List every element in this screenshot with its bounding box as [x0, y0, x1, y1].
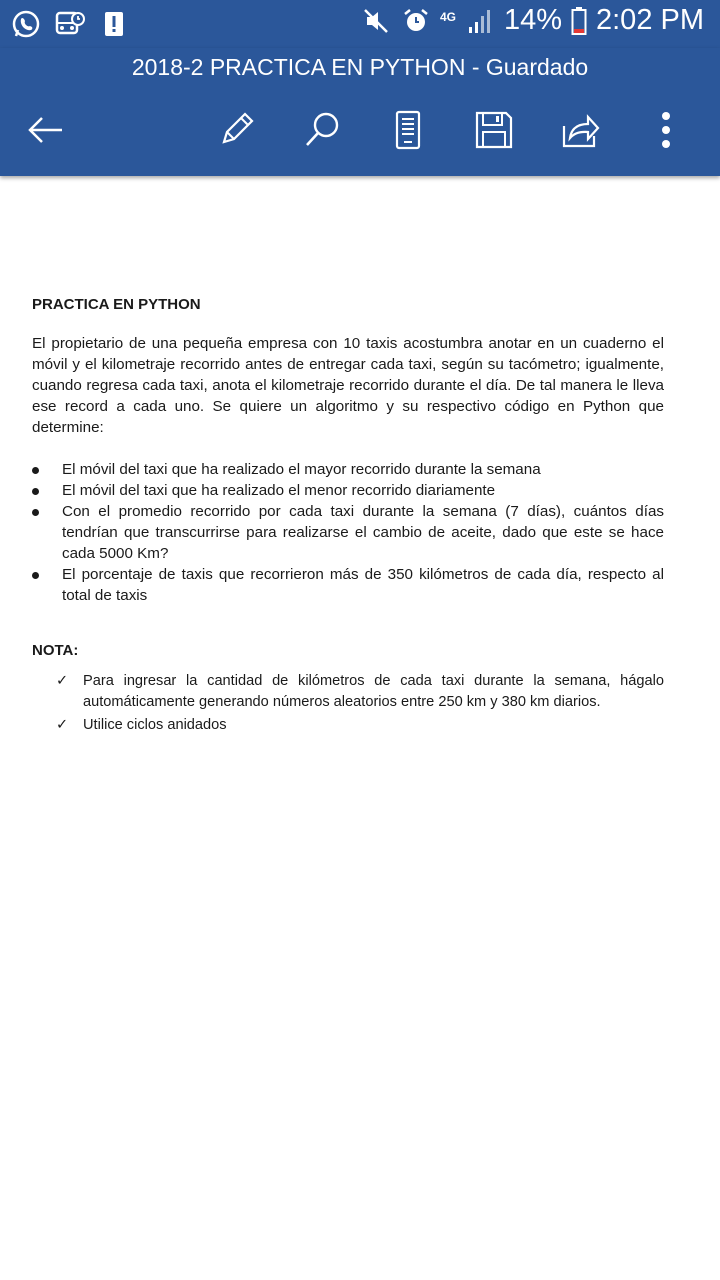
bullet-icon — [32, 488, 39, 495]
checkmark-icon: ✓ — [56, 717, 69, 733]
list-item: ✓ Utilice ciclos anidados — [32, 715, 664, 736]
clock: 2:02 PM — [596, 4, 704, 36]
document-title: 2018-2 PRACTICA EN PYTHON - Guardado — [131, 54, 589, 80]
more-icon — [660, 110, 672, 150]
bullet-icon — [32, 509, 39, 516]
list-item: ✓ Para ingresar la cantidad de kilómetros de cada taxi durante la semana, hágalo automáticamente generando números aleatorios entre 250 km y 380 km diarios. — [56, 673, 664, 710]
search-icon — [302, 110, 342, 150]
intro-paragraph: El propietario de una pequeña empresa con 10 taxis acostumbra anotar en un cuaderno el móvil y el kilometraje recorrido antes de entregar cada taxi, según su tacómetro; igualmente, cuando regresa cada taxi, anota el kilometraje recorrido durante el día. De tal manera le lleva ese record a cada uno. Se quiere un algoritmo y su respectivo código en Python que determine: — [32, 335, 664, 436]
bullet-icon — [32, 467, 39, 474]
note-heading: NOTA: — [32, 642, 79, 659]
list-item: Con el promedio recorrido por cada taxi durante la semana (7 días), cuántos días tendrían que transcurrirse para realizarse el cambio de aceite, dado que este se hace cada 5000 Km? — [32, 501, 664, 564]
list-item: El móvil del taxi que ha realizado el menor recorrido diariamente — [32, 480, 664, 501]
mute-icon — [360, 5, 392, 37]
bus-icon — [54, 8, 86, 40]
battery-icon — [570, 5, 588, 37]
document-heading: PRACTICA EN PYTHON — [32, 296, 201, 313]
more-options-button[interactable] — [642, 106, 690, 154]
document-body — [32, 294, 664, 738]
mobile-view-icon — [393, 110, 423, 150]
share-button[interactable] — [556, 106, 604, 154]
whatsapp-icon — [10, 8, 42, 40]
back-button[interactable] — [22, 106, 70, 154]
search-button[interactable] — [298, 106, 346, 154]
bullet-icon — [32, 572, 39, 579]
signal-icon — [464, 5, 496, 37]
battery-percent: 14% — [503, 4, 562, 36]
edit-icon — [216, 110, 256, 150]
alert-icon — [98, 8, 130, 40]
back-icon — [26, 115, 66, 145]
list-item: El móvil del taxi que ha realizado el mayor recorrido durante la semana — [32, 459, 664, 480]
mobile-view-button[interactable] — [384, 106, 432, 154]
alarm-icon — [400, 5, 432, 37]
save-icon — [474, 110, 514, 150]
share-icon — [560, 110, 600, 150]
edit-button[interactable] — [212, 106, 260, 154]
network-label: 4G — [439, 10, 456, 24]
app-bar — [0, 48, 720, 176]
list-item: El porcentaje de taxis que recorrieron más de 350 kilómetros de cada día, respecto al total de taxis — [32, 564, 664, 606]
notes-list — [32, 671, 664, 736]
save-button[interactable] — [470, 106, 518, 154]
requirements-list — [32, 459, 664, 606]
checkmark-icon: ✓ — [56, 673, 69, 689]
status-bar — [0, 0, 720, 48]
